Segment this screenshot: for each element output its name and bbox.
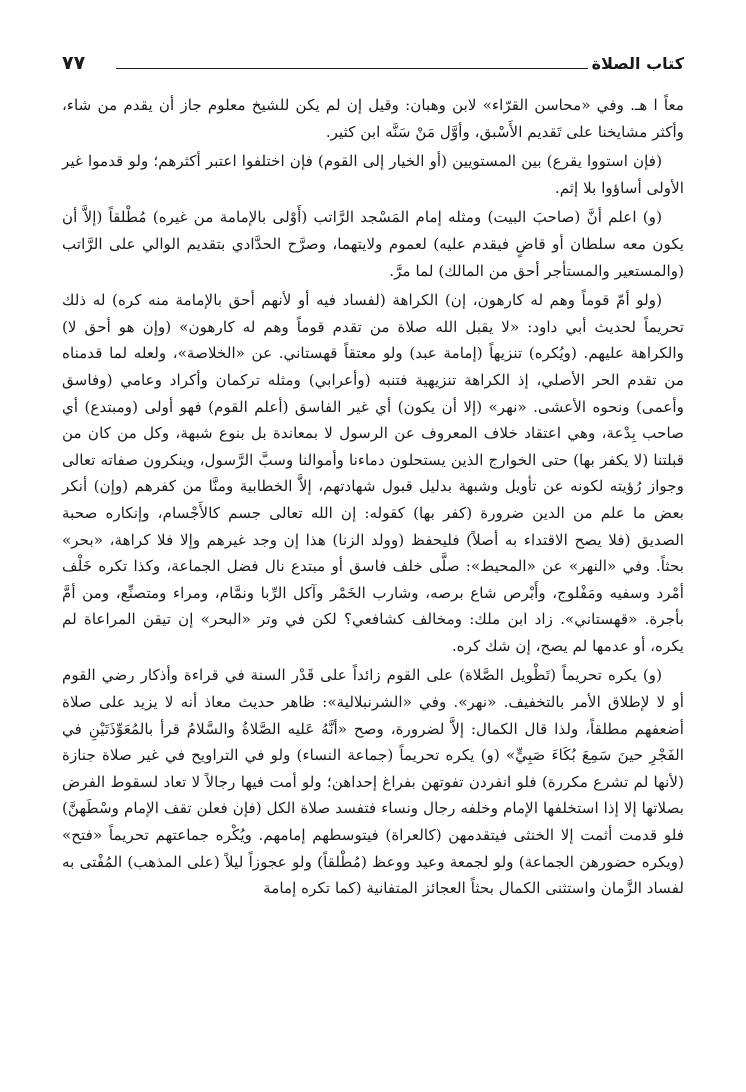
paragraph: (ولو أمّ قوماً وهم له كارهون، إن) الكراهة (لفساد فيه أو لأنهم أحق بالإمامة منه كره) له ذلك تحريماً لحديث أبي داود: «لا يقبل الله صلاة من تقدم قوماً وهم له كارهون» (وإن هو أحق لا) والكراهة عليهم. (ويُكره) تنزيهاً (إمامة عبد) ولو معتقاً قهستاني. عن «الخلاصة»، ولعله لما قدمناه من تقدم الحر الأصلي، إذ الكراهة تنزيهية فتنبه (وأعرابي) ومثله تركمان وأكراد وعامي (وفاسق وأعمى) ونحوه الأعشى. «نهر» (إلا أن يكون) أي غير الفاسق (أعلم القوم) فهو أولى (ومبتدع) أي صاحب بِدْعة، وهي اعتقاد خلاف المعروف عن الرسول لا بمعاندة بل بنوع شبهة، وكل من كان من قبلتنا (لا يكفر بها) حتى الخوارج الذين يستحلون دماءنا وأموالنا وسبَّ الرَّسول، وينكرون صفاته تعالى وجواز رُؤيته لكونه عن تأويل وشبهة بدليل قبول شهادتهم، إلاَّ الخطابية ومنَّا من كفرهم (وإن) أنكر بعض ما علم من الدين ضرورة (كفر بها) كقوله: إن الله تعالى جسم كالأَجْسام، وإنكاره صحبة الصديق (فلا يصح الاقتداء به أصلاً) فليحفظ (وولد الزنا) هذا إن وجد غيرهم وإلا فلا كراهة، «بحر» بحثاً. وفي «النهر» عن «المحيط»: صلَّى خلف فاسق أو مبتدع نال فضل الجماعة، وكذا تكره خَلْف أمْرد وسفيه ومَفْلوج، وأَبْرص شاع برصه، وشارب الخَمْر وآكل الرِّبا ونمَّام، ومراء ومتصنِّع، ومن أمَّ بأجرة. «قهستاني». زاد ابن ملك: ومخالف كشافعي؟ لكن في وتر «البحر» إن تيقن المراعاة لم يكره، أو عدمها لم يصح، إن شك كره. xyxy=(62,291,684,655)
book-title: كتاب الصلاة xyxy=(591,54,684,73)
paragraph: (و) يكره تحريماً (تَطْويل الصَّلاة) على القوم زائداً على قَدْر السنة في قراءة وأذكار رضي القوم أو لا لإطلاق الأمر بالتخفيف. «نهر». وفي «الشرنبلالية»: ظاهر حديث معاذ أنه لا يزيد على صلاة أضعفهم مطلقاً، ولذا قال الكمال: إلاَّ لضرورة، وصح «أنَّهُ عَليه الصَّلاةُ والسَّلامُ قرأ بالمُعَوِّذَتَيْنِ في الفَجْرِ حينَ سَمِعَ بُكَاءَ صَبِيٍّ» (و) يكره تحريماً (جماعة النساء) ولو في التراويح في غير صلاة جنازة (لأنها لم تشرع مكررة) فلو انفردن تفوتهن بفراغ إحداهن؛ ولو أمت فيها رجالاً لا تعاد لسقوط الفرض بصلاتها إلا إذا استخلفها الإمام وخلفه رجال ونساء فتفسد صلاة الكل (فإن فعلن تقف الإمام وسْطَهنَّ) فلو قدمت أثمت إلا الخنثى فيتقدمهن (كالعراة) فيتوسطهم إمامهم. ويُكْره جماعتهم تحريماً «فتح» (ويكره حضورهن الجماعة) ولو لجمعة وعيد ووعظ (مُطْلقاً) ولو عجوزاً ليلاً (على المذهب) المُفْتى به لفساد الزَّمان واستثنى الكمال بحثاً العجائز المتفانية (كما تكره إمامة xyxy=(62,666,684,898)
paragraph: (و) اعلم أنَّ (صاحبَ البيت) ومثله إمام المَسْجد الرَّاتب (أَوْلى بالإمامة من غيره) مُطْلقاً (إلاَّ أن يكون معه سلطان أو قاضٍ فيقدم عليه) لعموم ولايتهما، وصرَّح الحدَّادي بتقديم الوالي على الرَّاتب (والمستعير والمستأجر أحق من المالك) لما مرَّ. xyxy=(62,208,684,280)
running-header xyxy=(62,54,684,78)
paragraph: معاً ا هـ. وفي «محاسن القرّاء» لابن وهبان: وقيل إن لم يكن للشيخ معلوم جاز أن يقدم من شاء، وأكثر مشايخنا على تَقديم الأَسْبق، وأوَّل مَنْ سَنَّه ابن كثير. xyxy=(62,96,684,141)
header-rule xyxy=(116,68,588,69)
page-number: ٧٧ xyxy=(62,52,86,74)
body-text xyxy=(62,92,684,902)
paragraph: (فإن استووا يقرع) بين المستويين (أو الخيار إلى القوم) فإن اختلفوا اعتبر أكثرهم؛ ولو قدموا غير الأولى أساؤوا بلا إثم. xyxy=(62,152,684,197)
